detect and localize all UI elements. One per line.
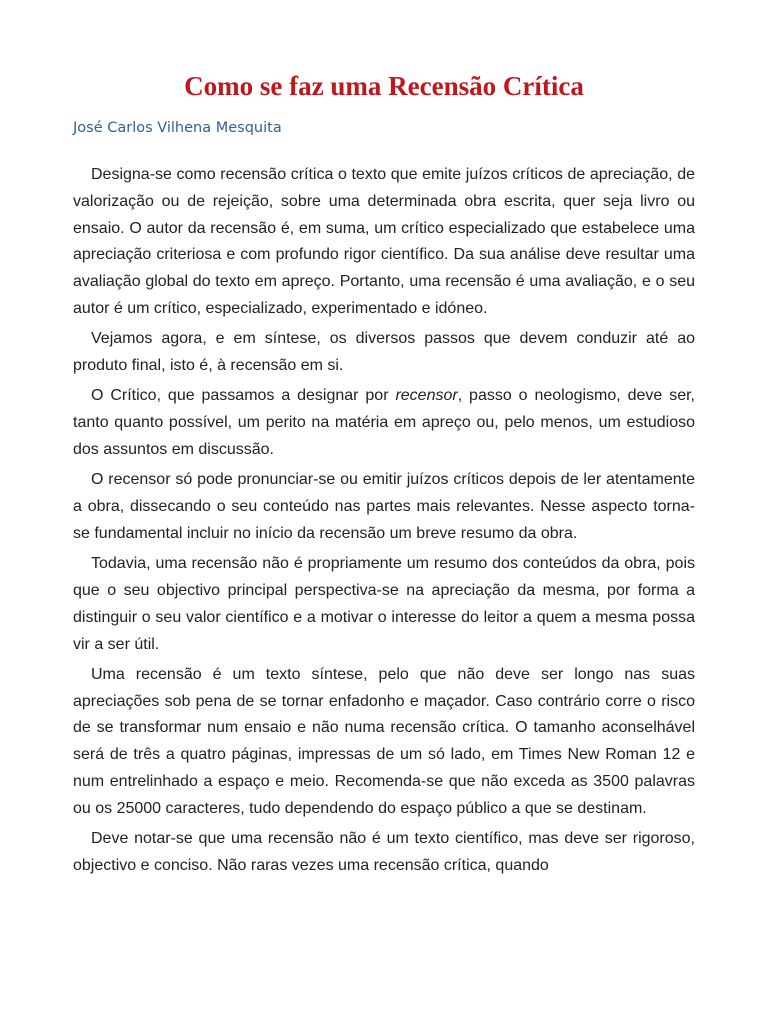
paragraph-length: Uma recensão é um texto síntese, pelo que não deve ser longo nas suas apreciações sob pena de se tornar enfadonho e maçador. Caso contrário corre o risco de se transformar num ensaio e não numa recensão crítica. O tamanho aconselhável será de três a quatro páginas, impressas de um só lado, em Times New Roman 12 e num entrelinhado a espaço e meio. Recomenda-se que não exceda as 3500 palavras ou os 25000 caracteres, tudo dependendo do espaço público a que se destinam.: [73, 665, 695, 817]
paragraph-critic-after: , passo o neologismo, deve ser, tanto quanto possível, um perito na matéria em apreço ou, pelo menos, um estudioso dos assuntos em discussão.: [73, 387, 696, 458]
paragraph-critic: [73, 383, 695, 463]
document-title: Como se faz uma Recensão Crítica: [184, 71, 584, 101]
paragraph-not-summary: Todavia, uma recensão não é propriamente um resumo dos conteúdos da obra, pois que o seu objectivo principal perspectiva-se na apreciação da mesma, por forma a distinguir o seu valor científico e a motivar o interesse do leitor a quem a mesma possa vir a ser útil.: [73, 555, 695, 653]
paragraph-critic-before: O Crítico, que passamos a designar por: [91, 387, 396, 405]
paragraph-rigor: Deve notar-se que uma recensão não é um texto científico, mas deve ser rigoroso, objectivo e conciso. Não raras vezes uma recensão crítica, quando: [73, 830, 695, 874]
paragraph-reader: O recensor só pode pronunciar-se ou emitir juízos críticos depois de ler atentamente a obra, dissecando o seu conteúdo nas partes mais relevantes. Nesse aspecto torna-se fundamental incluir no início da recensão um breve resumo da obra.: [73, 471, 695, 542]
document-author: José Carlos Vilhena Mesquita: [73, 120, 282, 136]
paragraph-steps-intro: Vejamos agora, e em síntese, os diversos passos que devem conduzir até ao produto final, isto é, à recensão em si.: [73, 330, 695, 375]
paragraph-critic-emphasis: recensor: [395, 387, 458, 405]
paragraph-definition: Designa-se como recensão crítica o texto que emite juízos críticos de apreciação, de valorização ou de rejeição, sobre uma determinada obra escrita, quer seja livro ou ensaio. O autor da recensão é, em suma, um crítico especializado que estabelece uma apreciação criteriosa e com profundo rigor científico. Da sua análise deve resultar uma avaliação global do texto em apreço. Portanto, uma recensão é uma avaliação, e o seu autor é um crítico, especializado, experimentado e idóneo.: [73, 166, 695, 317]
document-page: [73, 0, 695, 883]
document-body: [73, 162, 695, 880]
